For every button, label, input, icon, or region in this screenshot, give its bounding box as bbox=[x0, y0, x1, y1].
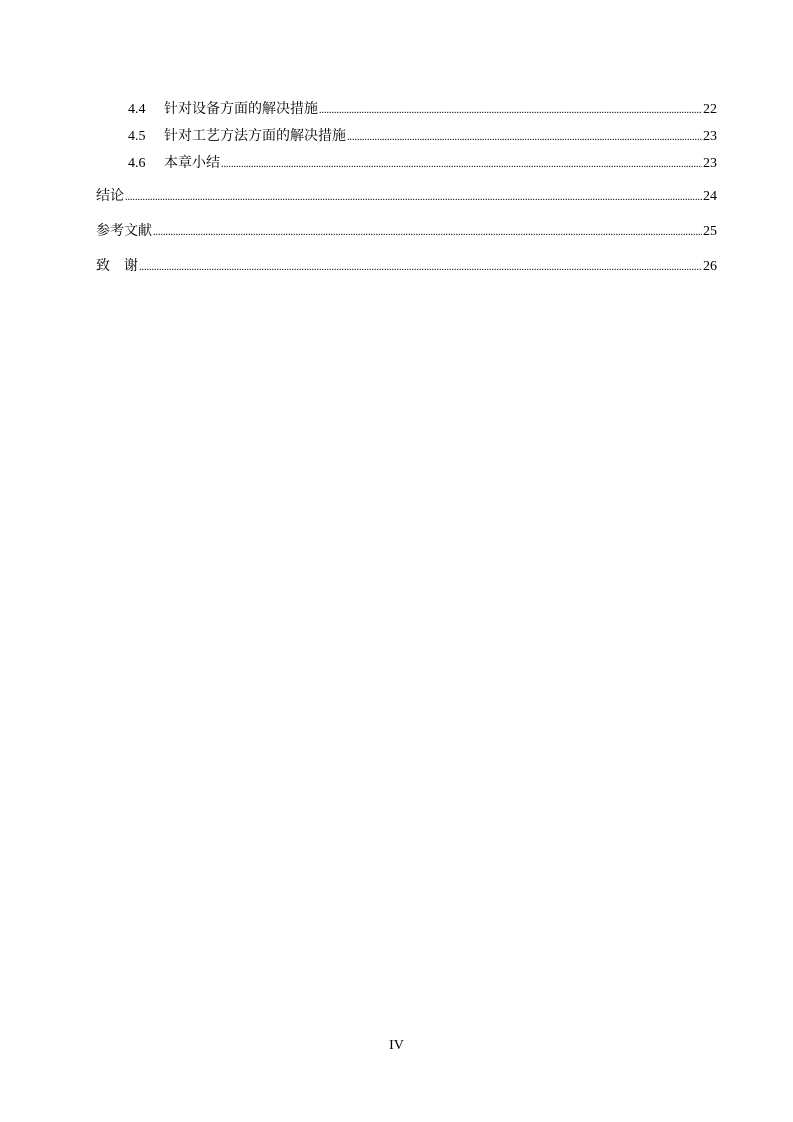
toc-entry-title: 参考文献 bbox=[96, 223, 152, 239]
toc-dot-leader bbox=[153, 224, 702, 242]
toc-entry-4-6[interactable] bbox=[96, 154, 717, 181]
toc-dot-leader bbox=[347, 129, 702, 147]
toc-dot-leader bbox=[319, 102, 702, 120]
toc-dot-leader bbox=[221, 156, 702, 174]
toc-entry-title: 致 谢 bbox=[96, 258, 138, 274]
toc-entry-page: 23 bbox=[703, 156, 717, 171]
page-number-footer: IV bbox=[389, 1038, 404, 1053]
toc-entry-title: 结论 bbox=[96, 188, 124, 204]
toc-dot-leader bbox=[139, 259, 702, 277]
toc-entry-references[interactable] bbox=[96, 222, 717, 257]
toc-entry-page: 22 bbox=[703, 102, 717, 117]
table-of-contents bbox=[96, 100, 717, 292]
toc-entry-title: 本章小结 bbox=[164, 155, 220, 171]
toc-entry-4-4[interactable] bbox=[96, 100, 717, 127]
toc-entry-number: 4.6 bbox=[128, 156, 146, 171]
toc-entry-number: 4.4 bbox=[128, 102, 146, 117]
toc-dot-leader bbox=[125, 189, 702, 207]
toc-entry-number: 4.5 bbox=[128, 129, 146, 144]
toc-entry-title: 针对工艺方法方面的解决措施 bbox=[164, 128, 346, 144]
toc-entry-title: 针对设备方面的解决措施 bbox=[164, 101, 318, 117]
toc-entry-conclusion[interactable] bbox=[96, 187, 717, 222]
toc-entry-page: 24 bbox=[703, 189, 717, 204]
toc-entry-page: 25 bbox=[703, 224, 717, 239]
toc-entry-page: 26 bbox=[703, 259, 717, 274]
toc-entry-4-5[interactable] bbox=[96, 127, 717, 154]
toc-entry-acknowledgements[interactable] bbox=[96, 257, 717, 292]
toc-entry-page: 23 bbox=[703, 129, 717, 144]
